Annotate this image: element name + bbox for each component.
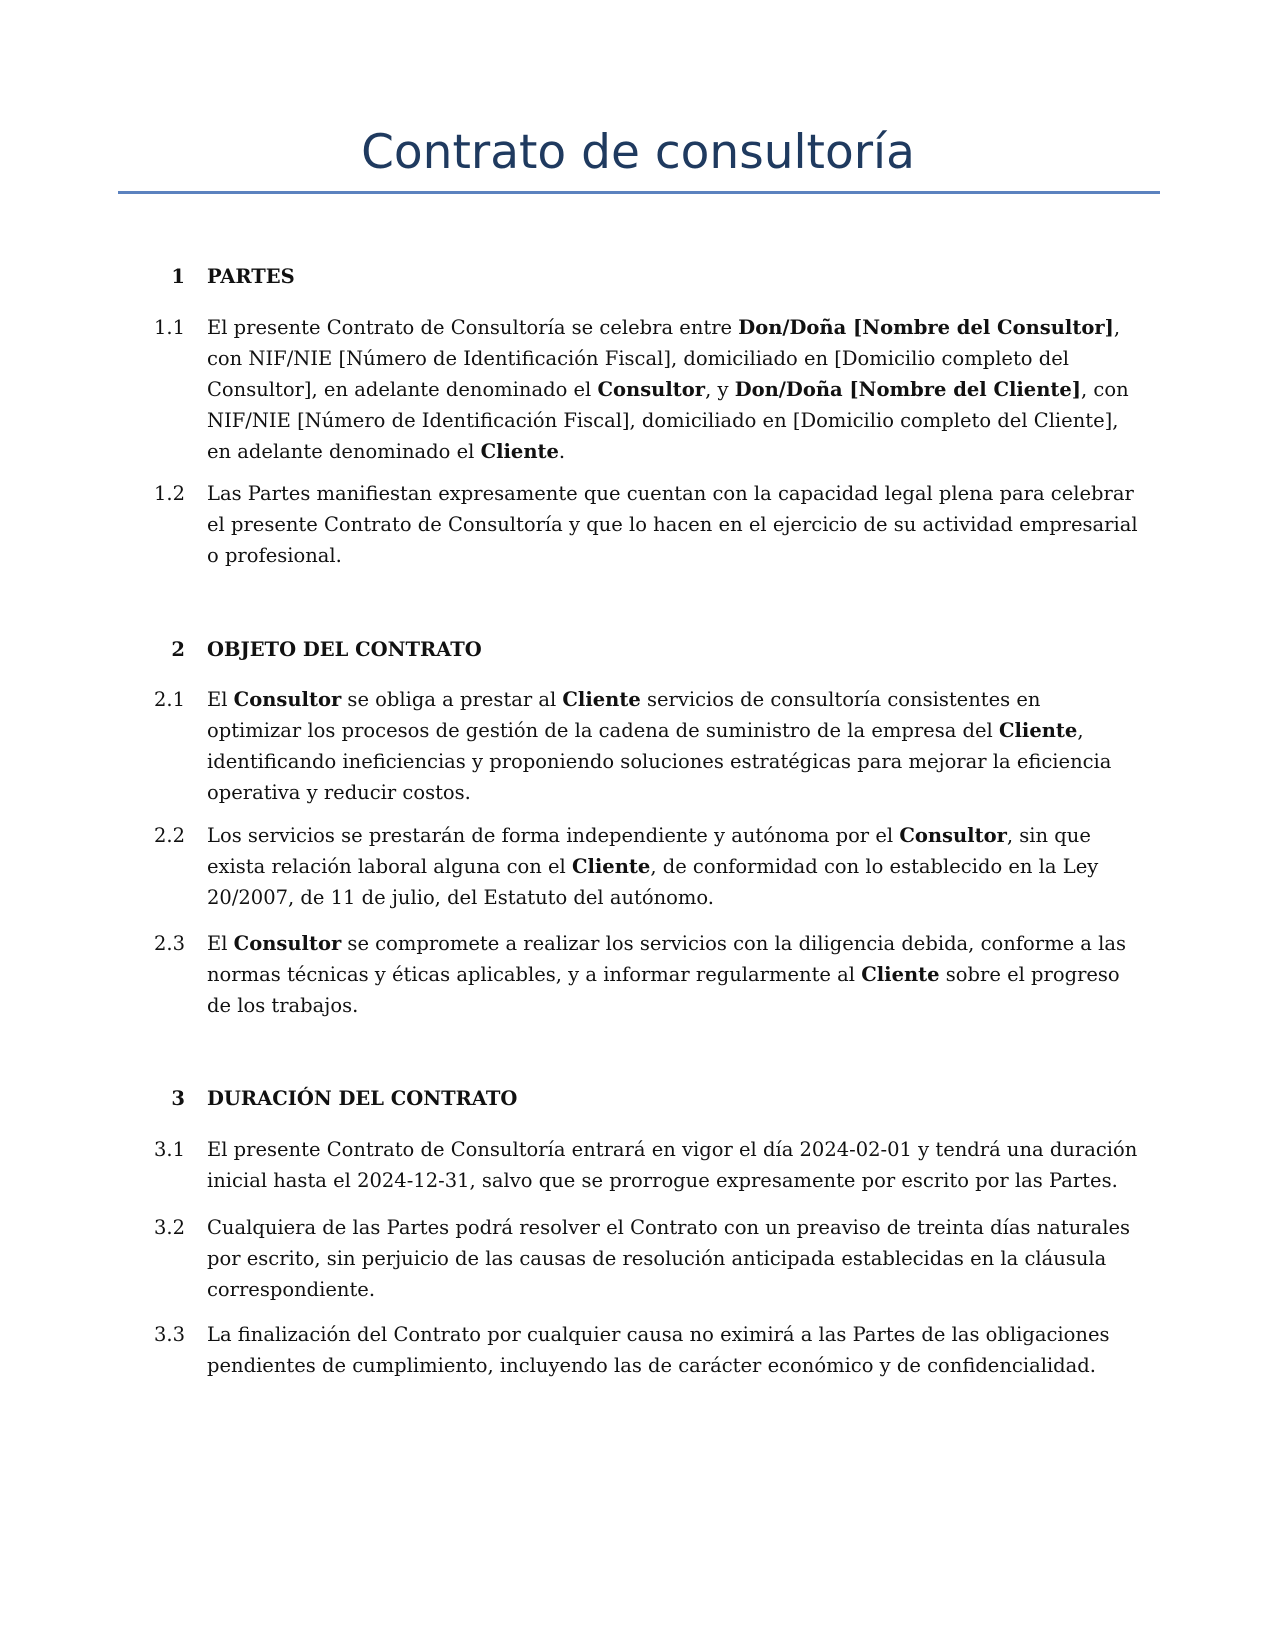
clause-text: El Consultor se compromete a realizar los servicios con la diligencia debida, conforme a las normas técnicas y éticas aplicables, y a informar regularmente al Cliente sobre el progreso de los trabajos. <box>207 932 1126 1017</box>
clause-number: 1.1 <box>153 316 185 339</box>
clause-text: El presente Contrato de Consultoría se celebra entre Don/Doña [Nombre del Consultor], con NIF/NIE [Número de Identificación Fiscal], domiciliado en [Domicilio completo del Consultor], en adelante denominado el Consultor, y Don/Doña [Nombre del Cliente], con NIF/NIE [Número de Identificación Fiscal], domiciliado en [Domicilio completo del Cliente], en adelante denominado el Cliente. <box>207 316 1129 463</box>
clause-2-1 <box>140 684 1140 808</box>
clause-3-3 <box>140 1319 1140 1381</box>
clause-text: Los servicios se prestarán de forma independiente y autónoma por el Consultor, sin que exista relación laboral alguna con el Cliente, de conformidad con lo establecido en la Ley 20/2007, de 11 de julio, del Estatuto del autónomo. <box>207 824 1099 909</box>
clause-1-1 <box>140 312 1140 467</box>
clause-2-3 <box>140 928 1140 1021</box>
section-number: 2 <box>171 638 185 661</box>
section-title: PARTES <box>207 265 295 288</box>
section-number: 1 <box>171 265 185 288</box>
clause-text: El presente Contrato de Consultoría entrará en vigor el día 2024-02-01 y tendrá una duración inicial hasta el 2024-12-31, salvo que se prorrogue expresamente por escrito por las Partes. <box>207 1138 1138 1192</box>
section-number: 3 <box>171 1087 185 1110</box>
clause-number: 2.2 <box>153 824 185 847</box>
clause-2-2 <box>140 820 1140 913</box>
clause-number: 2.3 <box>153 932 185 955</box>
clause-number: 2.1 <box>153 688 185 711</box>
clause-text: Las Partes manifiestan expresamente que cuentan con la capacidad legal plena para celebrar el presente Contrato de Consultoría y que lo hacen en el ejercicio de su actividad empresarial o profesional. <box>207 482 1138 567</box>
document-title: Contrato de consultoría <box>361 125 915 180</box>
clause-3-1 <box>140 1134 1140 1196</box>
section-title: OBJETO DEL CONTRATO <box>207 638 482 661</box>
clause-1-2 <box>140 478 1140 571</box>
section-title: DURACIÓN DEL CONTRATO <box>207 1087 518 1110</box>
clause-number: 3.1 <box>153 1138 185 1161</box>
clause-number: 1.2 <box>153 482 185 505</box>
clause-number: 3.3 <box>153 1323 185 1346</box>
title-underline <box>118 191 1160 194</box>
clause-number: 3.2 <box>153 1216 185 1239</box>
clause-text: El Consultor se obliga a prestar al Cliente servicios de consultoría consistentes en optimizar los procesos de gestión de la cadena de suministro de la empresa del Cliente, identificando ineficiencias y proponiendo soluciones estratégicas para mejorar la eficiencia operativa y reducir costos. <box>207 688 1112 804</box>
clause-text: La finalización del Contrato por cualquier causa no eximirá a las Partes de las obligaciones pendientes de cumplimiento, incluyendo las de carácter económico y de confidencialidad. <box>207 1323 1110 1377</box>
clause-3-2 <box>140 1212 1140 1305</box>
clause-text: Cualquiera de las Partes podrá resolver el Contrato con un preaviso de treinta días naturales por escrito, sin perjuicio de las causas de resolución anticipada establecidas en la cláusula correspondiente. <box>207 1216 1131 1301</box>
